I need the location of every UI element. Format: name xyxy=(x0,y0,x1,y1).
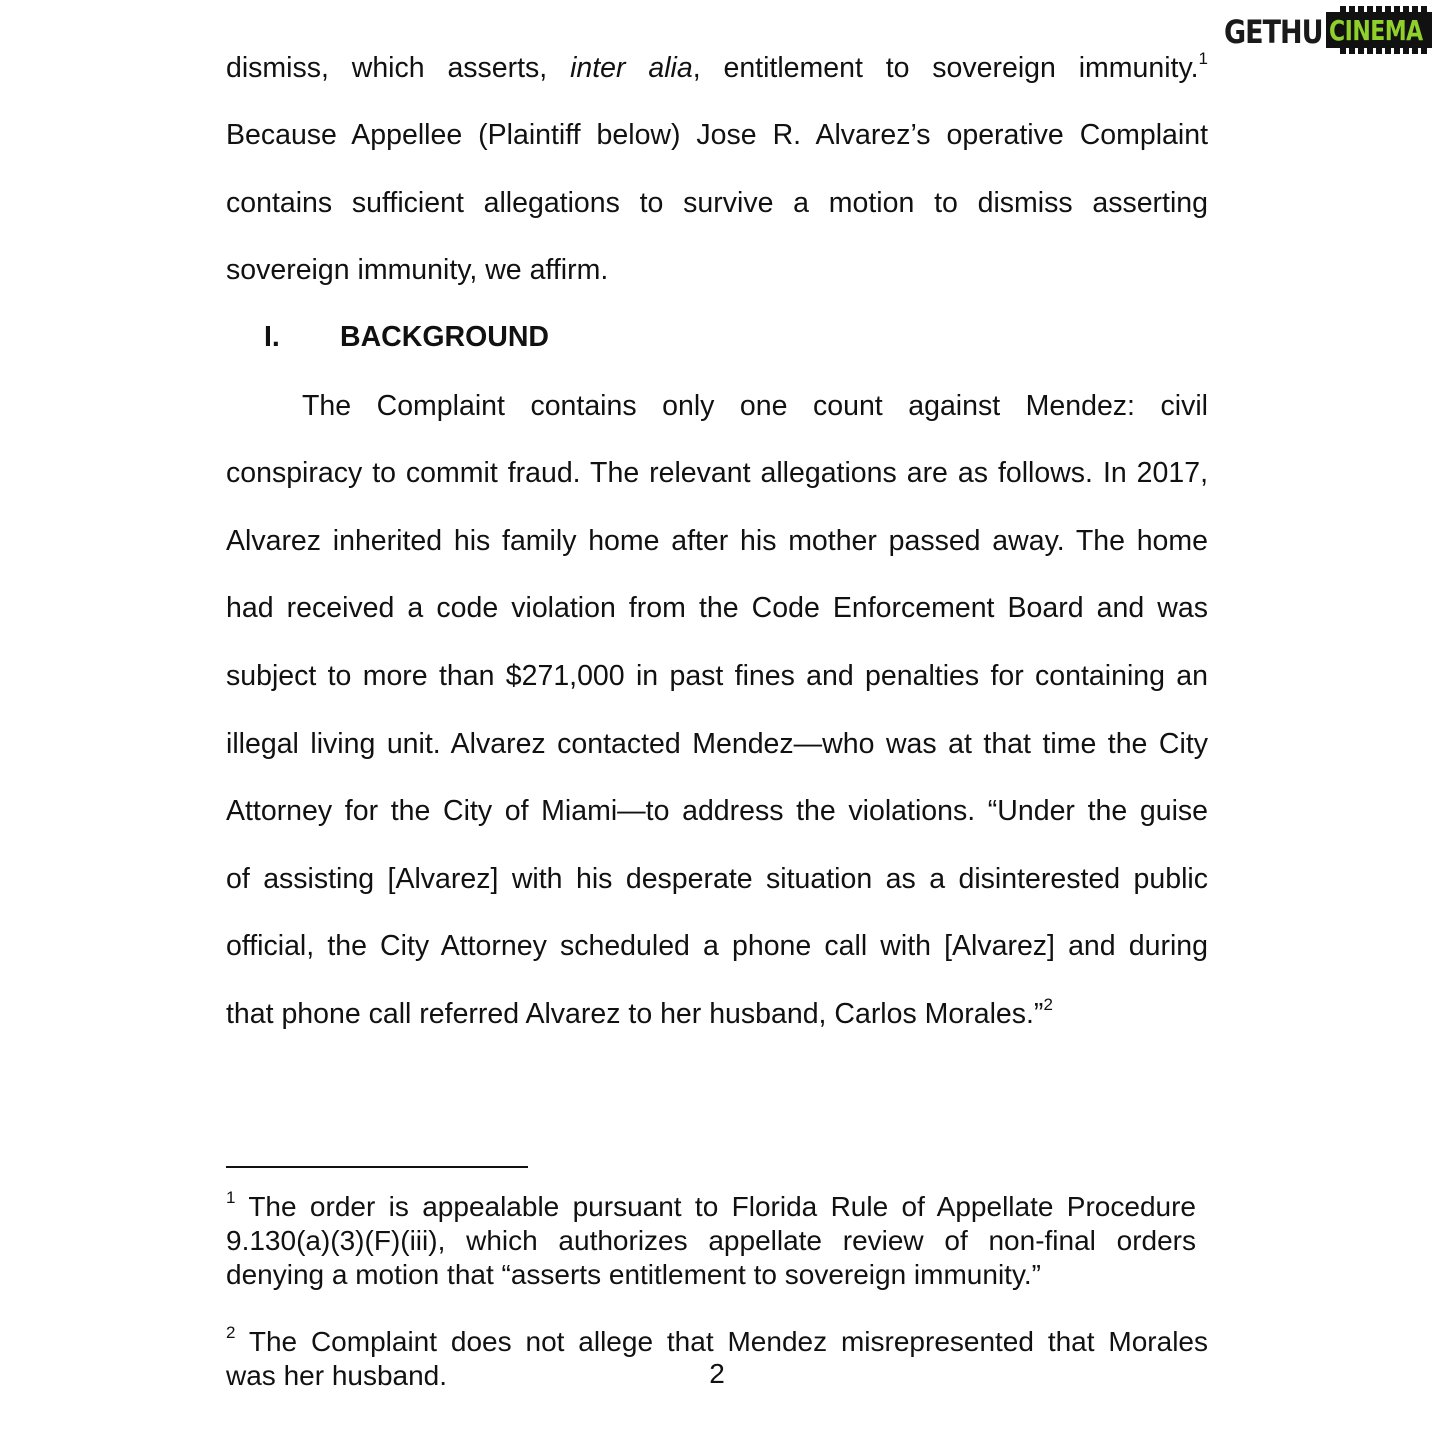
paragraph-line-10 xyxy=(226,994,1208,1034)
body-text: that phone call referred Alvarez to her husband, Carlos Morales.” xyxy=(226,998,1044,1030)
italic-phrase: inter alia xyxy=(570,52,693,84)
footnote-ref-1[interactable]: 1 xyxy=(1198,49,1208,68)
paragraph-line-1: The Complaint contains only one count against Mendez: civil xyxy=(302,390,1208,422)
footnote-2-marker: 2 xyxy=(226,1323,236,1342)
footnote-1-line-3: denying a motion that “asserts entitlement to sovereign immunity.” xyxy=(226,1259,1041,1290)
body-line-1 xyxy=(226,48,1208,88)
paragraph-line-5: subject to more than $271,000 in past fines and penalties for containing an xyxy=(226,660,1208,692)
paragraph-line-2: conspiracy to commit fraud. The relevant allegations are as follows. In 2017, xyxy=(226,457,1208,489)
watermark-logo xyxy=(1222,4,1436,60)
section-number: I. xyxy=(264,321,280,353)
paragraph-line-9: official, the City Attorney scheduled a phone call with [Alvarez] and during xyxy=(226,930,1208,962)
paragraph-line-3: Alvarez inherited his family home after his mother passed away. The home xyxy=(226,525,1208,557)
section-heading xyxy=(264,317,549,357)
logo-text-cinema: CINEMA xyxy=(1329,16,1423,48)
footnote-2-line-2: was her husband. xyxy=(226,1360,448,1391)
logo-text-gethu: GETHU xyxy=(1224,14,1323,52)
footnote-separator xyxy=(226,1166,528,1168)
section-title: BACKGROUND xyxy=(340,321,549,353)
film-perforation-bottom xyxy=(1340,48,1430,54)
logo-cinema-box xyxy=(1326,12,1432,48)
footnote-1-marker: 1 xyxy=(226,1188,236,1207)
footnote-1-line-1 xyxy=(226,1190,1196,1224)
footnote-1-line-2: 9.130(a)(3)(F)(iii), which authorizes appellate review of non-final orders xyxy=(226,1225,1196,1256)
body-text: dismiss, which asserts, xyxy=(226,52,548,84)
paragraph-line-4: had received a code violation from the Code Enforcement Board and was xyxy=(226,592,1208,624)
body-text: , entitlement to sovereign immunity. xyxy=(692,52,1199,84)
footnote-text: The order is appealable pursuant to Florida Rule of Appellate Procedure xyxy=(235,1191,1196,1222)
page-number: 2 xyxy=(709,1358,725,1389)
body-line-2: Because Appellee (Plaintiff below) Jose R. Alvarez’s operative Complaint xyxy=(226,119,1208,151)
body-line-3: contains sufficient allegations to survive a motion to dismiss asserting xyxy=(226,187,1208,219)
footnote-text: The Complaint does not allege that Mendez misrepresented that Morales xyxy=(235,1326,1208,1357)
footnote-ref-2[interactable]: 2 xyxy=(1043,995,1053,1014)
paragraph-line-7: Attorney for the City of Miami—to address the violations. “Under the guise xyxy=(226,795,1208,827)
paragraph-line-8: of assisting [Alvarez] with his desperate situation as a disinterested public xyxy=(226,863,1208,895)
body-line-4: sovereign immunity, we affirm. xyxy=(226,254,609,286)
paragraph-line-6: illegal living unit. Alvarez contacted Mendez—who was at that time the City xyxy=(226,728,1208,760)
